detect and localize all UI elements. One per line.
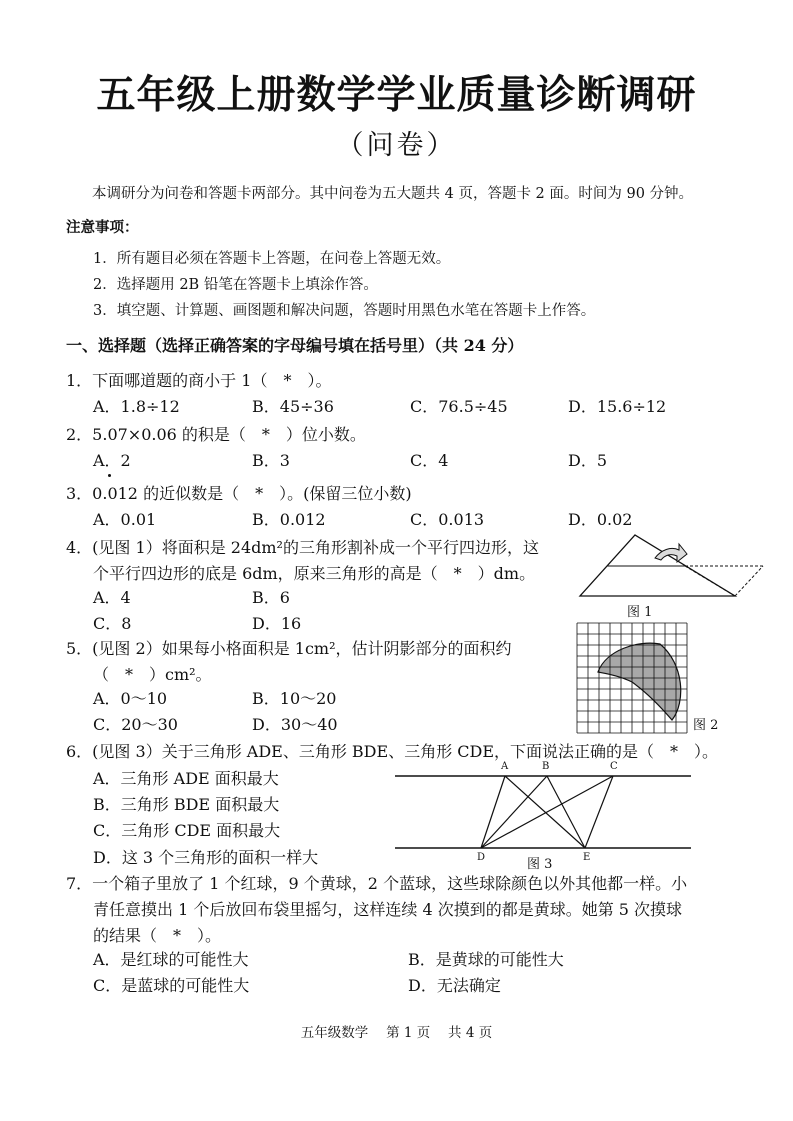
question-1-option-c: C．76.5÷45	[410, 397, 508, 416]
question-4-option-c: C．8	[93, 614, 132, 633]
question-5-option-a: A．0～10	[93, 689, 168, 708]
question-6-option-c: C．三角形 CDE 面积最大	[93, 821, 281, 840]
notes-heading: 注意事项：	[66, 219, 139, 236]
question-3-option-d: D．0.02	[568, 510, 633, 529]
section-heading: 一、选择题（选择正确答案的字母编号填在括号里）（共 24 分）	[66, 336, 524, 355]
question-7-option-c: C．是蓝球的可能性大	[93, 976, 250, 995]
question-7-line-2: 青任意摸出 1 个后放回布袋里摇匀，这样连续 4 次摸到的都是黄球。她第 5 次摸球	[93, 900, 683, 919]
question-4-option-a: A．4	[93, 588, 131, 607]
page-footer: 五年级数学 第 1 页 共 4 页	[300, 1025, 493, 1041]
question-1-option-b: B．45÷36	[252, 397, 334, 416]
question-2-option-d: D．5	[568, 451, 608, 470]
question-5-line-1: 5．(见图 2）如果每小格面积是 1cm²，估计阴影部分的面积约	[66, 639, 512, 658]
figure-3-point-e: E	[583, 852, 591, 863]
page-title: 五年级上册数学学业质量诊断调研	[96, 72, 697, 118]
intro-text: 本调研分为问卷和答题卡两部分。其中问卷为五大题共 4 页，答题卡 2 面。时间为 90 分钟。	[92, 186, 694, 202]
question-7-option-b: B．是黄球的可能性大	[408, 950, 564, 969]
figure-2-caption: 图 2	[693, 718, 719, 733]
question-2-option-a: A．2	[93, 451, 131, 470]
figure-3-point-b: B	[542, 761, 550, 772]
emphasis-dot	[108, 474, 111, 477]
question-7-option-a: A．是红球的可能性大	[93, 950, 249, 969]
note-item-3: 3．填空题、计算题、画图题和解决问题，答题时用黑色水笔在答题卡上作答。	[93, 303, 596, 319]
question-4-line-2: 个平行四边形的底是 6dm，原来三角形的高是（ * ）dm。	[93, 564, 536, 583]
question-5-option-c: C．20～30	[93, 715, 178, 734]
question-2-stem: 2．5.07×0.06 的积是（ * ）位小数。	[66, 425, 366, 444]
question-3-stem: 3．0.012 的近似数是（ * ）。(保留三位小数)	[66, 484, 412, 503]
question-1-option-a: A．1.8÷12	[93, 397, 180, 416]
question-3-option-a: A．0.01	[93, 510, 157, 529]
question-2-option-b: B．3	[252, 451, 290, 470]
question-4-option-d: D．16	[252, 614, 302, 633]
question-6-option-a: A．三角形 ADE 面积最大	[93, 769, 279, 788]
question-7-option-d: D．无法确定	[408, 976, 501, 995]
question-7-line-3: 的结果（ * ）。	[93, 926, 222, 945]
figure-3-point-c: C	[610, 761, 618, 772]
question-5-option-d: D．30～40	[252, 715, 338, 734]
question-6-stem: 6．(见图 3）关于三角形 ADE、三角形 BDE、三角形 CDE，下面说法正确的是（ * ）。	[66, 742, 719, 761]
figure-1-triangle	[575, 530, 775, 602]
question-5-option-b: B．10～20	[252, 689, 337, 708]
question-3-option-c: C．0.013	[410, 510, 485, 529]
question-4-line-1: 4．(见图 1）将面积是 24dm²的三角形割补成一个平行四边形，这	[66, 538, 539, 557]
page-subtitle: （问卷）	[336, 130, 457, 161]
note-item-1: 1．所有题目必须在答题卡上答题，在问卷上答题无效。	[93, 251, 451, 267]
figure-3-point-d: D	[477, 852, 486, 863]
question-3-option-b: B．0.012	[252, 510, 326, 529]
figure-1-caption: 图 1	[627, 605, 653, 620]
note-item-2: 2．选择题用 2B 铅笔在答题卡上填涂作答。	[93, 277, 378, 293]
question-7-line-1: 7．一个箱子里放了 1 个红球，9 个黄球，2 个蓝球，这些球除颜色以外其他都一样。小	[66, 874, 688, 893]
question-4-option-b: B．6	[252, 588, 290, 607]
question-6-option-b: B．三角形 BDE 面积最大	[93, 795, 280, 814]
question-1-option-d: D．15.6÷12	[568, 397, 667, 416]
question-5-line-2: （ * ）cm²。	[93, 665, 212, 684]
figure-3-parallel-lines	[395, 770, 695, 852]
figure-3-caption: 图 3	[527, 857, 553, 872]
question-2-option-c: C．4	[410, 451, 449, 470]
question-1-stem: 1．下面哪道题的商小于 1（ * ）。	[66, 371, 332, 390]
question-6-option-d: D．这 3 个三角形的面积一样大	[93, 848, 319, 867]
figure-3-point-a: A	[501, 761, 509, 772]
figure-2-grid	[576, 622, 688, 734]
